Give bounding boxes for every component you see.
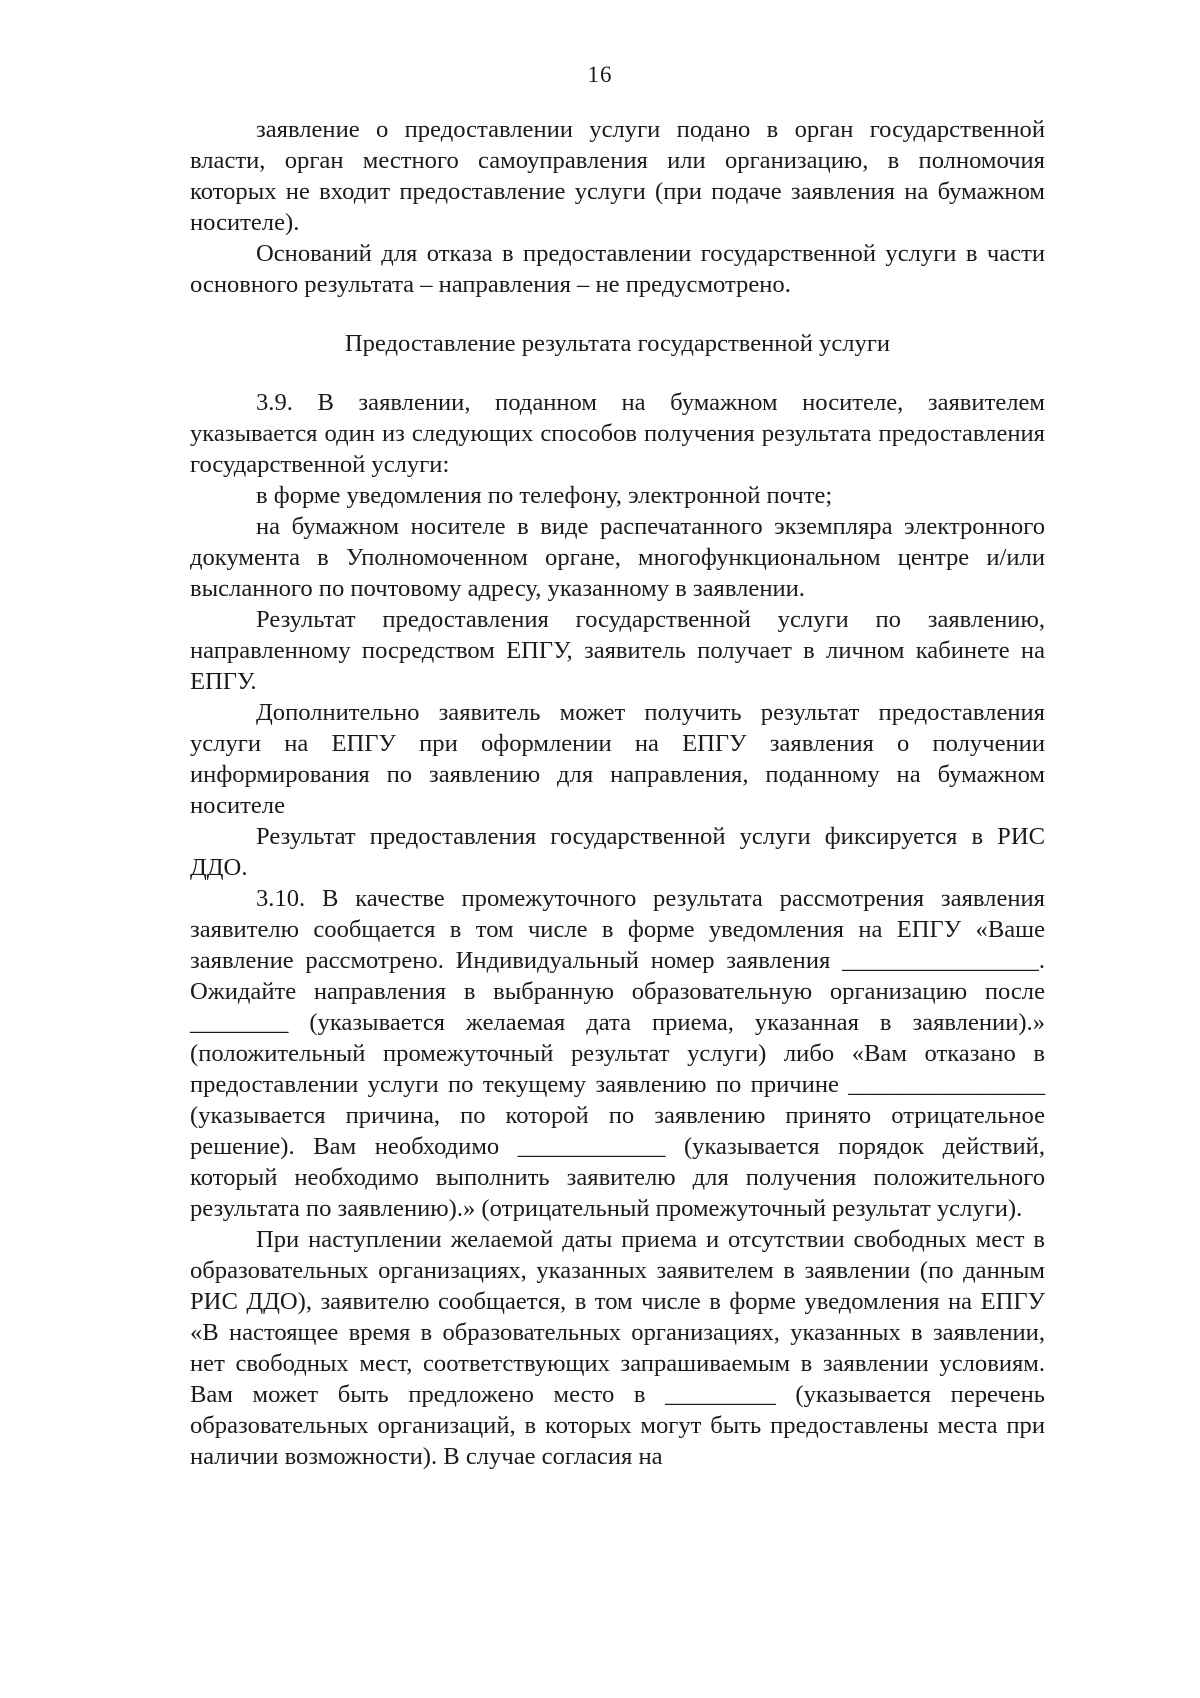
paragraph: на бумажном носителе в виде распечатанного экземпляра электронного документа в Уполномоченном органе, многофункциональном центре и/или высланного по почтовому адресу, указанному в заявлении. [190,513,1045,602]
paragraph: При наступлении желаемой даты приема и отсутствии свободных мест в образовательных организациях, указанных заявителем в заявлении (по данным РИС ДДО), заявителю сообщается, в том числе в форме уведомления на ЕПГУ «В настоящее время в образовательных организациях, указанных в заявлении, нет свободных мест, соответствующих запрашиваемым в заявлении условиям. Вам может быть предложено место в _________ (указывается перечень образовательных организаций, в которых могут быть предоставлены места при наличии возможности). В случае согласия на [190,1226,1045,1470]
paragraph: в форме уведомления по телефону, электронной почте; [256,482,833,509]
page-number: 16 [587,62,613,87]
paragraph: Оснований для отказа в предоставлении государственной услуги в части основного результата – направления – не предусмотрено. [190,240,1045,298]
paragraph: Дополнительно заявитель может получить результат предоставления услуги на ЕПГУ при оформлении на ЕПГУ заявления о получении информирования по заявлению для направления, поданному на бумажном носителе [190,699,1045,819]
section-title: Предоставление результата государственной услуги [344,330,891,357]
paragraph: 3.9. В заявлении, поданном на бумажном носителе, заявителем указывается один из следующих способов получения результата предоставления государственной услуги: [190,389,1045,478]
paragraph: Результат предоставления государственной услуги фиксируется в РИС ДДО. [190,823,1045,881]
document-body [190,114,1045,1472]
paragraph: Результат предоставления государственной услуги по заявлению, направленному посредством ЕПГУ, заявитель получает в личном кабинете на ЕПГУ. [190,606,1045,695]
paragraph: 3.10. В качестве промежуточного результата рассмотрения заявления заявителю сообщается в том числе в форме уведомления на ЕПГУ «Ваше заявление рассмотрено. Индивидуальный номер заявления ________________. Ожидайте направления в выбранную образовательную организацию после ________ (указывается желаемая дата приема, указанная в заявлении).» (положительный промежуточный результат услуги) либо «Вам отказано в предоставлении услуги по текущему заявлению по причине ________________ (указывается причина, по которой по заявлению принято отрицательное решение). Вам необходимо ____________ (указывается порядок действий, который необходимо выполнить заявителю для получения положительного результата по заявлению).» (отрицательный промежуточный результат услуги). [190,885,1045,1222]
paragraph: заявление о предоставлении услуги подано в орган государственной власти, орган местного самоуправления или организацию, в полномочия которых не входит предоставление услуги (при подаче заявления на бумажном носителе). [190,116,1045,236]
